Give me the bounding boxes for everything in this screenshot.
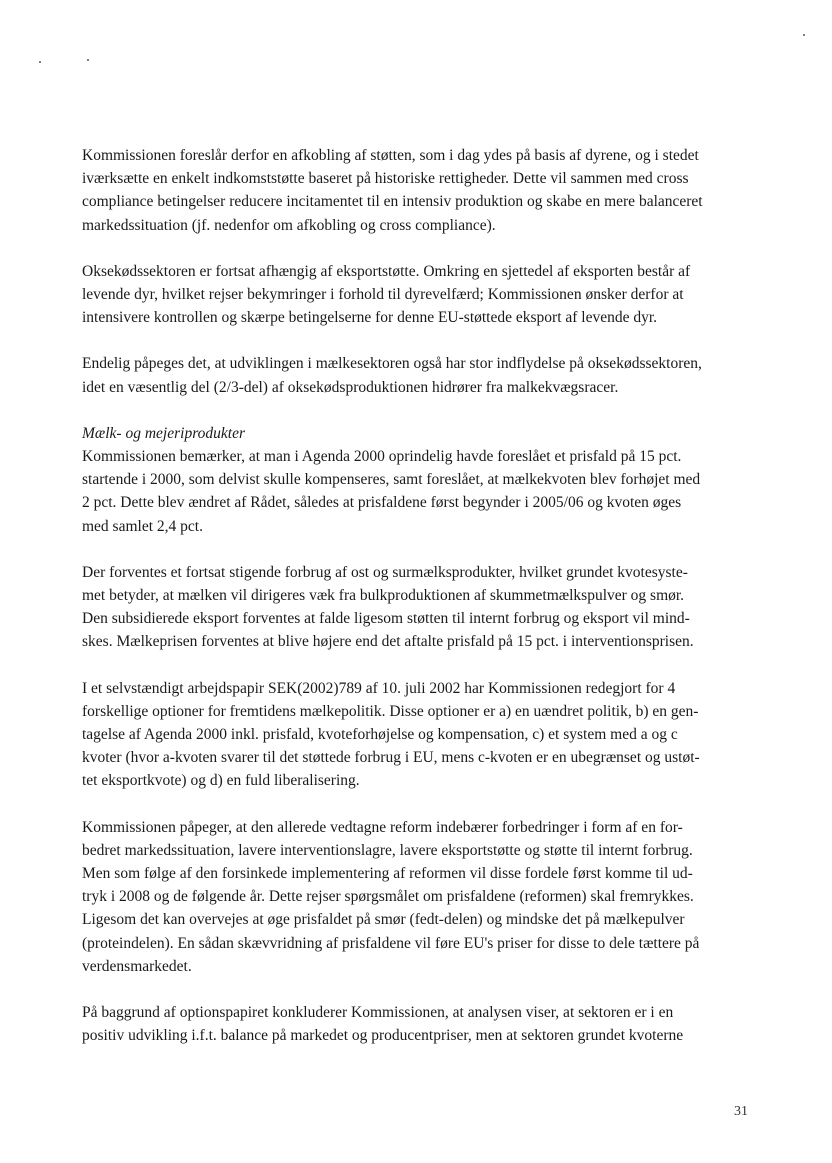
paragraph-maelk-mejeri	[82, 422, 750, 538]
paragraph-eksportstoette	[82, 260, 750, 330]
text-line: positiv udvikling i.f.t. balance på markedet og producentpriser, men at sektoren grundet kvoterne	[82, 1027, 684, 1045]
text-line: Den subsidierede eksport forventes at falde ligesom støtten til internt forbrug og eksport vil mind-	[82, 610, 690, 628]
text-line: iværksætte en enkelt indkomststøtte baseret på historiske rettigheder. Dette vil sammen med cross	[82, 170, 689, 188]
text-line: Oksekødssektoren er fortsat afhængig af eksportstøtte. Omkring en sjettedel af eksporten består af	[82, 262, 691, 280]
text-line: startende i 2000, som delvist skulle kompenseres, samt foreslået, at mælkekvoten blev forhøjet med	[82, 471, 701, 489]
text-line: 2 pct. Dette blev ændret af Rådet, således at prisfaldene først begynder i 2005/06 og kvoten øges	[82, 494, 682, 512]
section-heading: Mælk- og mejeriprodukter	[82, 424, 245, 442]
text-line: Men som følge af den forsinkede implementering af reformen vil disse fordele først komme til ud-	[82, 865, 693, 883]
text-line: idet en væsentlig del (2/3-del) af oksekødsproduktionen hidrører fra malkekvægsracer.	[82, 378, 619, 396]
body-text	[82, 144, 750, 1071]
paragraph-optionspapir	[82, 1001, 750, 1047]
text-line: I et selvstændigt arbejdspapir SEK(2002)789 af 10. juli 2002 har Kommissionen redegjort for 4	[82, 679, 676, 697]
text-line: compliance betingelser reducere incitamentet til en intensiv produktion og skabe en mere balanceret	[82, 193, 703, 211]
paragraph-arbejdspapir	[82, 677, 750, 793]
text-line: markedssituation (jf. nedenfor om afkobling og cross compliance).	[82, 216, 496, 234]
text-line: tryk i 2008 og de følgende år. Dette rejser spørgsmålet om prisfaldene (reformen) skal fremrykkes.	[82, 888, 694, 906]
text-line: Kommissionen bemærker, at man i Agenda 2000 oprindelig havde foreslået et prisfald på 15 pct.	[82, 448, 682, 466]
text-line: med samlet 2,4 pct.	[82, 517, 203, 535]
paragraph-afkobling	[82, 144, 750, 237]
paragraph-forbrug	[82, 561, 750, 654]
text-line: tet eksportkvote) og d) en fuld liberalisering.	[82, 772, 360, 790]
paragraph-reform	[82, 816, 750, 978]
text-line: tagelse af Agenda 2000 inkl. prisfald, kvoteforhøjelse og kompensation, c) et system med a og c	[82, 726, 678, 744]
text-line: På baggrund af optionspapiret konkluderer Kommissionen, at analysen viser, at sektoren er i en	[82, 1004, 674, 1022]
text-line: levende dyr, hvilket rejser bekymringer i forhold til dyrevelfærd; Kommissionen ønsker derfor at	[82, 286, 684, 304]
paragraph-maelkesektoren	[82, 352, 750, 398]
scan-speck	[87, 59, 89, 61]
text-line: (proteindelen). En sådan skævvridning af prisfaldene vil føre EU's priser for disse to dele tættere på	[82, 934, 700, 952]
text-line: Kommissionen foreslår derfor en afkobling af støtten, som i dag ydes på basis af dyrene, og i stedet	[82, 147, 699, 164]
text-line: Kommissionen påpeger, at den allerede vedtagne reform indebærer forbedringer i form af en for-	[82, 818, 683, 836]
text-line: intensivere kontrollen og skærpe betingelserne for denne EU-støttede eksport af levende dyr.	[82, 309, 658, 327]
scan-speck	[39, 61, 41, 63]
text-line: Der forventes et fortsat stigende forbrug af ost og surmælksprodukter, hvilket grundet kvotesyste-	[82, 563, 688, 581]
text-line: kvoter (hvor a-kvoten svarer til det støttede forbrug i EU, mens c-kvoten er en ubegrænset og ustøt-	[82, 749, 700, 767]
text-line: forskellige optioner for fremtidens mælkepolitik. Disse optioner er a) en uændret politik, b) en gen-	[82, 702, 699, 720]
scan-speck	[803, 34, 805, 36]
text-line: verdensmarkedet.	[82, 957, 192, 975]
page-number: 31	[734, 1104, 748, 1119]
text-line: skes. Mælkeprisen forventes at blive højere end det aftalte prisfald på 15 pct. i interventionsprisen.	[82, 633, 694, 651]
text-line: Ligesom det kan overvejes at øge prisfaldet på smør (fedt-delen) og mindske det på mælkepulver	[82, 911, 685, 929]
text-line: bedret markedssituation, lavere interventionslagre, lavere eksportstøtte og støtte til internt forbrug.	[82, 841, 693, 859]
text-line: Endelig påpeges det, at udviklingen i mælkesektoren også har stor indflydelse på oksekødssektoren,	[82, 355, 702, 373]
text-line: met betyder, at mælken vil dirigeres væk fra bulkproduktionen af skummetmælkspulver og smør.	[82, 587, 685, 605]
